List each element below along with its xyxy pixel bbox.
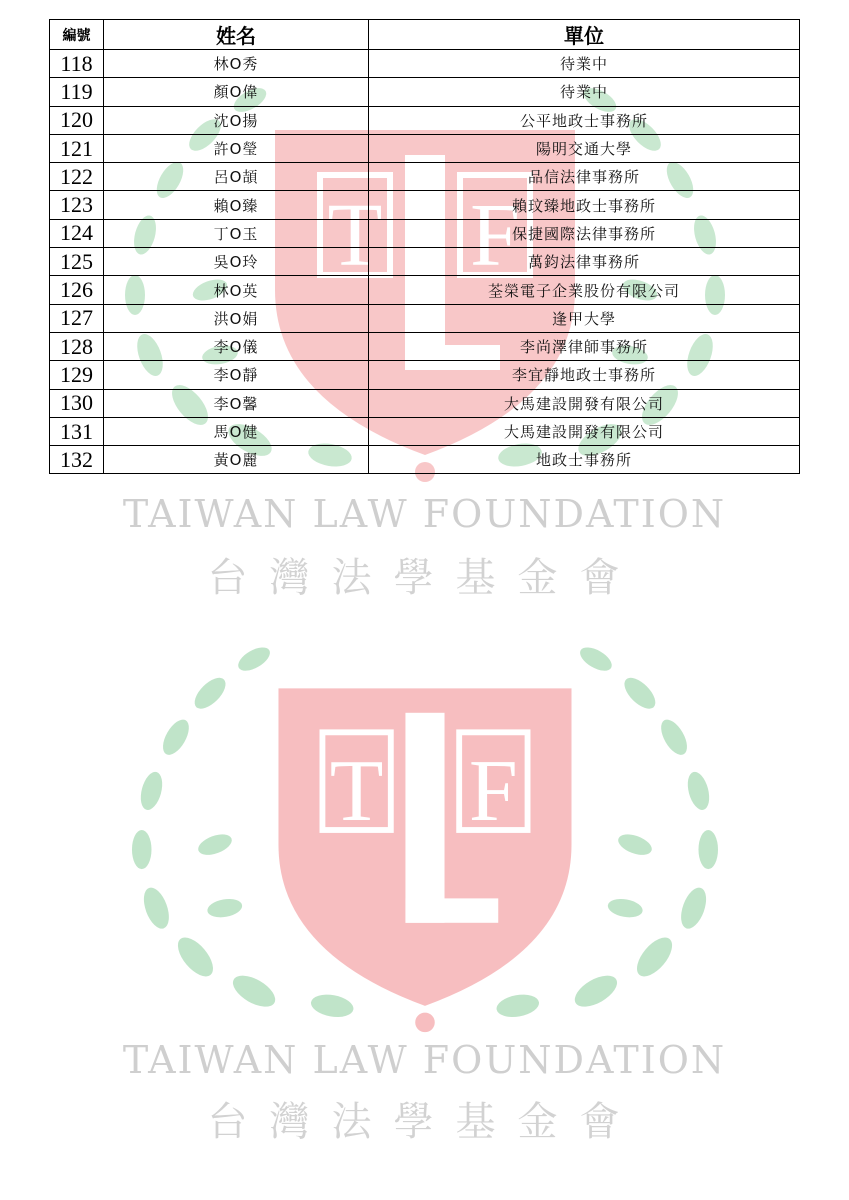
cell-number: 129	[50, 361, 104, 389]
cell-number: 121	[50, 134, 104, 162]
header-number: 編號	[50, 20, 104, 50]
cell-number: 131	[50, 417, 104, 445]
cell-number: 123	[50, 191, 104, 219]
cell-number: 127	[50, 304, 104, 332]
table-row	[50, 191, 800, 219]
table-row	[50, 446, 800, 474]
table-row	[50, 78, 800, 106]
cell-unit: 品信法律事務所	[369, 163, 800, 191]
cell-number: 119	[50, 78, 104, 106]
table-row	[50, 276, 800, 304]
cell-name: 李O儀	[104, 332, 369, 360]
cell-name: 呂O頡	[104, 163, 369, 191]
laurel-left	[132, 643, 355, 1020]
table-body	[50, 50, 800, 474]
cell-unit: 李宜靜地政士事務所	[369, 361, 800, 389]
cell-name: 沈O揚	[104, 106, 369, 134]
table-row	[50, 417, 800, 445]
table-row	[50, 389, 800, 417]
cell-unit: 賴玟臻地政士事務所	[369, 191, 800, 219]
cell-unit: 公平地政士事務所	[369, 106, 800, 134]
monogram-f: F	[469, 186, 521, 285]
cell-unit: 大馬建設開發有限公司	[369, 417, 800, 445]
watermark-english-name: TAIWAN LAW FOUNDATION	[122, 1038, 727, 1082]
table-row	[50, 304, 800, 332]
cell-unit: 地政士事務所	[369, 446, 800, 474]
cell-name: 許O瑩	[104, 134, 369, 162]
cell-unit: 待業中	[369, 78, 800, 106]
header-name: 姓名	[104, 20, 369, 50]
cell-name: 顏O偉	[104, 78, 369, 106]
cell-name: 賴O臻	[104, 191, 369, 219]
cell-number: 122	[50, 163, 104, 191]
table-header-row	[50, 20, 800, 50]
cell-number: 132	[50, 446, 104, 474]
table-row	[50, 332, 800, 360]
watermark-chinese-name: 台灣法學基金會	[207, 1099, 642, 1145]
cell-unit: 萬鈞法律事務所	[369, 248, 800, 276]
watermark-emblem	[0, 620, 849, 1040]
cell-unit: 保捷國際法律事務所	[369, 219, 800, 247]
table-row	[50, 50, 800, 78]
watermark-english-name: TAIWAN LAW FOUNDATION	[122, 492, 727, 536]
monogram-t: T	[329, 743, 384, 841]
watermark-chinese-name: 台灣法學基金會	[207, 555, 642, 601]
table-row	[50, 248, 800, 276]
cell-name: 丁O玉	[104, 219, 369, 247]
cell-unit: 大馬建設開發有限公司	[369, 389, 800, 417]
cell-name: 洪O娟	[104, 304, 369, 332]
cell-name: 林O秀	[104, 50, 369, 78]
cell-name: 黃O麗	[104, 446, 369, 474]
table-row	[50, 219, 800, 247]
cell-number: 130	[50, 389, 104, 417]
cell-unit: 荃榮電子企業股份有限公司	[369, 276, 800, 304]
cell-number: 126	[50, 276, 104, 304]
cell-name: 李O馨	[104, 389, 369, 417]
cell-name: 林O英	[104, 276, 369, 304]
bottom-dot	[415, 1013, 435, 1033]
shield-shape	[278, 688, 571, 1005]
cell-unit: 李尚澤律師事務所	[369, 332, 800, 360]
cell-name: 馬O健	[104, 417, 369, 445]
table-row	[50, 163, 800, 191]
watermark-logo	[0, 620, 849, 1160]
table-row	[50, 134, 800, 162]
cell-number: 125	[50, 248, 104, 276]
table-row	[50, 361, 800, 389]
header-unit: 單位	[369, 20, 800, 50]
cell-number: 128	[50, 332, 104, 360]
cell-name: 吳O玲	[104, 248, 369, 276]
monogram-f: F	[468, 743, 518, 841]
cell-unit: 逢甲大學	[369, 304, 800, 332]
cell-number: 124	[50, 219, 104, 247]
cell-unit: 陽明交通大學	[369, 134, 800, 162]
cell-unit: 待業中	[369, 50, 800, 78]
table-row	[50, 106, 800, 134]
roster-table	[49, 19, 800, 474]
cell-number: 120	[50, 106, 104, 134]
cell-name: 李O靜	[104, 361, 369, 389]
cell-number: 118	[50, 50, 104, 78]
laurel-right	[495, 643, 718, 1020]
monogram-t: T	[327, 186, 383, 285]
